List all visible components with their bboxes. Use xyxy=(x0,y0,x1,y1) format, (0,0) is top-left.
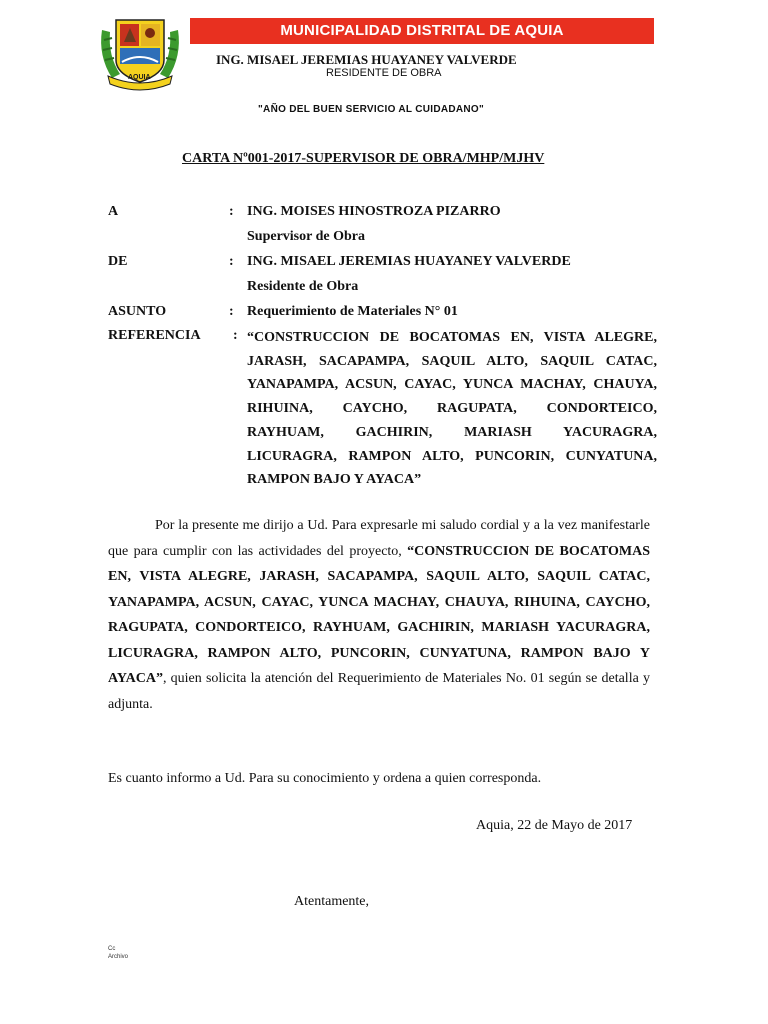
from-role: Residente de Obra xyxy=(247,279,359,294)
letter-title: CARTA Nº001-2017-SUPERVISOR DE OBRA/MHP/MJHV xyxy=(182,151,545,166)
body-paragraph-1 xyxy=(108,513,650,717)
from-name: ING. MISAEL JEREMIAS HUAYANEY VALVERDE xyxy=(247,254,571,269)
from-label: DE xyxy=(108,254,128,269)
to-name: ING. MOISES HINOSTROZA PIZARRO xyxy=(247,204,501,219)
from-colon: : xyxy=(229,254,234,269)
cc-note xyxy=(108,945,128,961)
body-end: , quien solicita la atención del Requerimiento de Materiales No. 01 según se detalla y adjunta. xyxy=(108,671,650,712)
year-motto: "AÑO DEL BUEN SERVICIO AL CUIDADANO" xyxy=(258,104,485,115)
subject-colon: : xyxy=(229,304,234,319)
subject-label: ASUNTO xyxy=(108,304,167,319)
municipality-banner: MUNICIPALIDAD DISTRITAL DE AQUIA xyxy=(190,18,654,44)
archive-line: Archivo xyxy=(108,954,129,960)
reference-value: “CONSTRUCCION DE BOCATOMAS EN, VISTA ALEGRE, JARASH, SACAPAMPA, SAQUIL ALTO, SAQUIL CATAC, YANAPAMPA, ACSUN, CAYAC, YUNCA MACHAY, CHAUYA, RIHUINA, CAYCHO, RAGUPATA, CONDORTEICO, RAYHUAM, GACHIRIN, MARIASH YACURAGRA, LICURAGRA, RAMPON ALTO, PUNCORIN, CUNYATUNA, RAMPON BAJO Y AYACA” xyxy=(247,330,657,488)
header-resident-role: RESIDENTE DE OBRA xyxy=(326,67,442,79)
municipal-crest-logo xyxy=(94,16,186,92)
body-project: “CONSTRUCCION DE BOCATOMAS EN, VISTA ALEGRE, JARASH, SACAPAMPA, SAQUIL ALTO, SAQUIL CATAC, YANAPAMPA, ACSUN, CAYAC, YUNCA MACHAY, CHAUYA, RIHUINA, CAYCHO, RAGUPATA, CONDORTEICO, RAYHUAM, GACHIRIN, MARIASH YACURAGRA, LICURAGRA, RAMPON ALTO, PUNCORIN, CUNYATUNA, RAMPON BAJO Y AYACA” xyxy=(108,543,650,686)
body-paragraph-2: Es cuanto informo a Ud. Para su conocimiento y ordena a quien corresponda. xyxy=(108,771,542,786)
letter-date: Aquia, 22 de Mayo de 2017 xyxy=(476,818,633,833)
reference-colon: : xyxy=(233,328,238,343)
to-role: Supervisor de Obra xyxy=(247,229,365,244)
crest-text: AQUIA xyxy=(128,74,151,81)
to-label: A xyxy=(108,204,119,219)
header-resident-name: ING. MISAEL JEREMIAS HUAYANEY VALVERDE xyxy=(216,52,517,67)
body-intro: Por la presente me dirijo a Ud. Para expresarle mi saludo cordial y a la vez manifestarle que para cumplir con las actividades del proyecto, xyxy=(108,518,650,559)
to-colon: : xyxy=(229,204,234,219)
closing: Atentamente, xyxy=(294,894,370,909)
reference-label: REFERENCIA xyxy=(108,328,201,343)
subject-value: Requerimiento de Materiales N° 01 xyxy=(247,304,458,319)
cc-line: Cc xyxy=(108,946,116,952)
